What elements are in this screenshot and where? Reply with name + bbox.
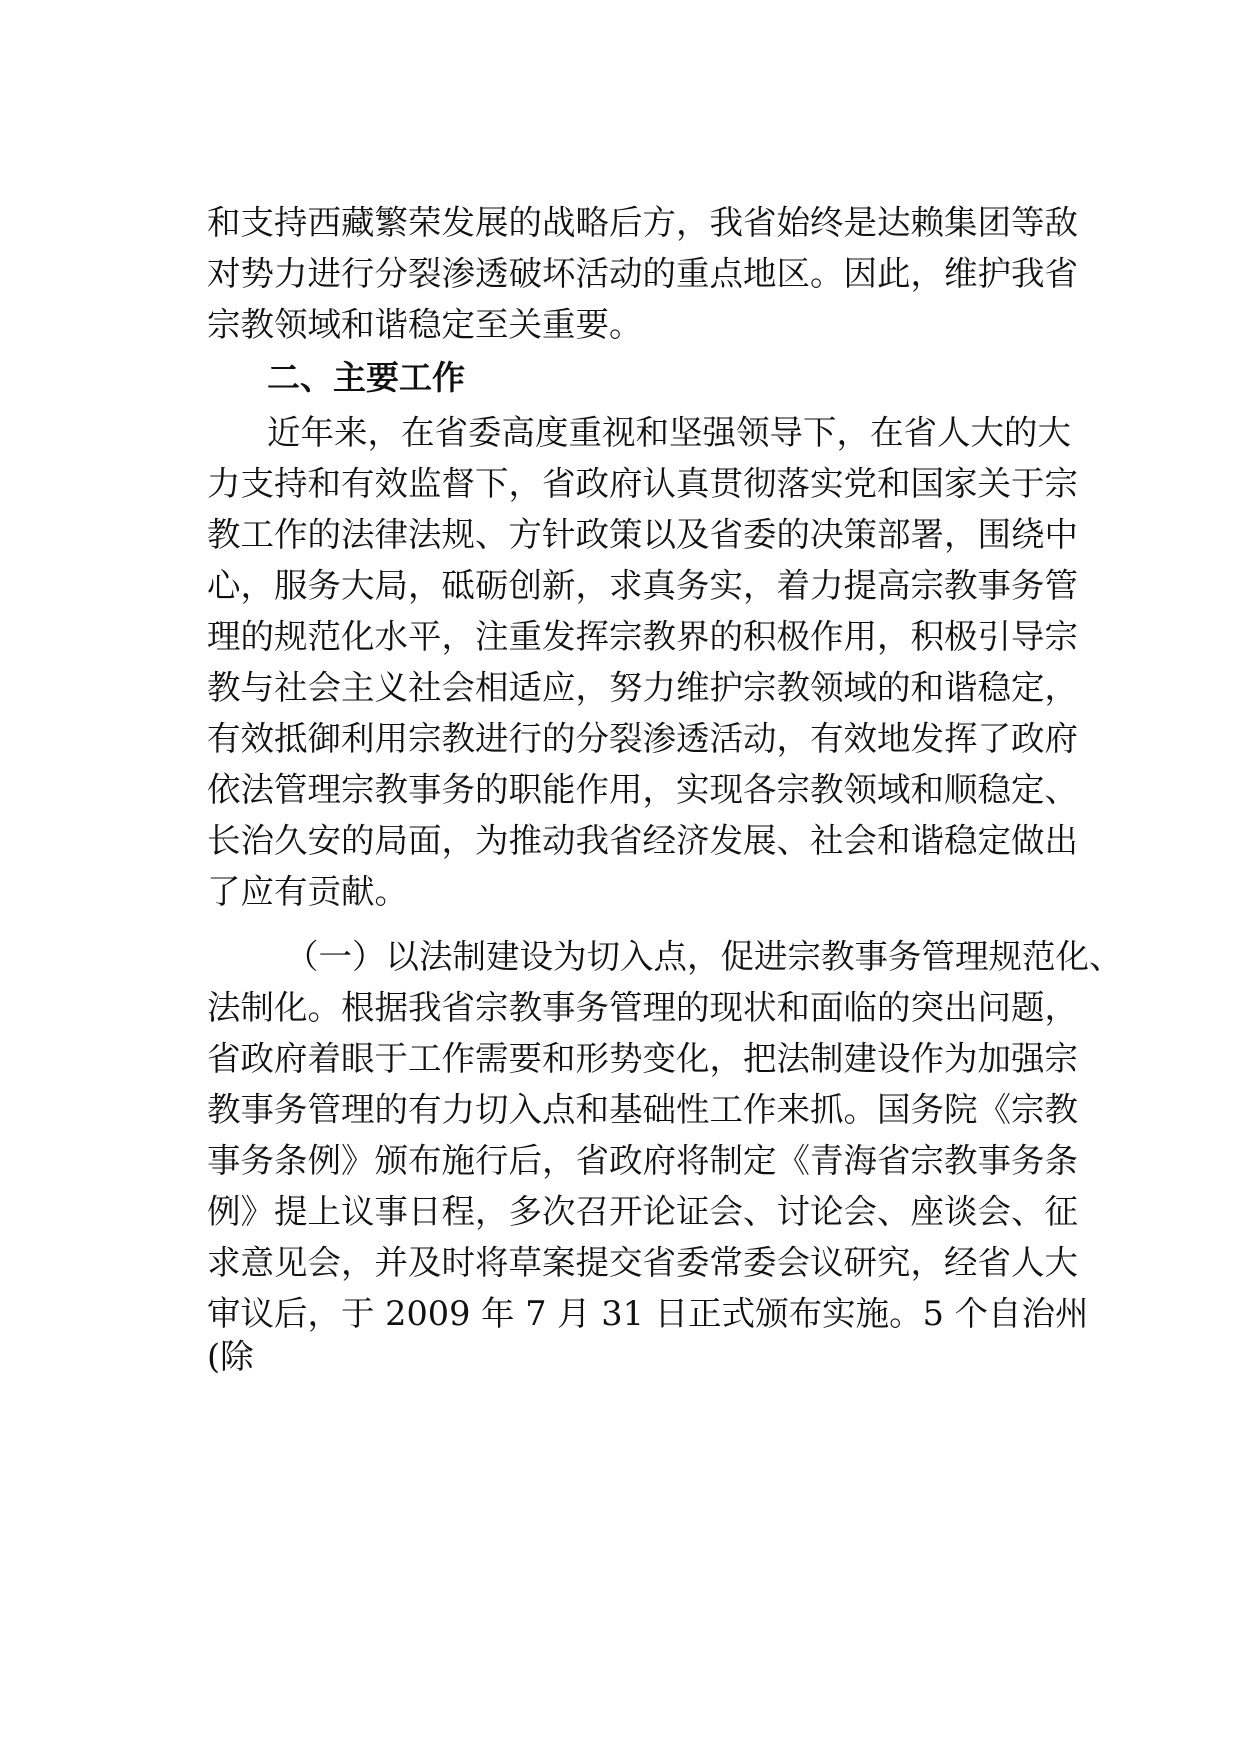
- paragraph-line: 依法管理宗教事务的职能作用，实现各宗教领域和顺稳定、: [207, 770, 1078, 809]
- paragraph-line: 近年来，在省委高度重视和坚强领导下，在省人大的大: [267, 413, 1071, 452]
- paragraph-line: 教事务管理的有力切入点和基础性工作来抓。国务院《宗教: [207, 1090, 1078, 1129]
- paragraph-line: 教与社会主义社会相适应，努力维护宗教领域的和谐稳定，: [207, 668, 1078, 707]
- paragraph-line: 心，服务大局，砥砺创新，求真务实，着力提高宗教事务管: [207, 566, 1078, 605]
- paragraph-line: 理的规范化水平，注重发挥宗教界的积极作用，积极引导宗: [207, 617, 1078, 656]
- paragraph-line: 法制化。根据我省宗教事务管理的现状和面临的突出问题，: [207, 988, 1078, 1027]
- paragraph-line: 审议后，于 2009 年 7 月 31 日正式颁布实施。5 个自治州: [207, 1294, 1089, 1333]
- paragraph-line: 和支持西藏繁荣发展的战略后方，我省始终是达赖集团等敌: [207, 203, 1078, 242]
- section-heading: 二、主要工作: [267, 358, 465, 397]
- paragraph-line: (除: [207, 1337, 254, 1376]
- paragraph-line: 例》提上议事日程，多次召开论证会、讨论会、座谈会、征: [207, 1192, 1078, 1231]
- paragraph-line: 长治久安的局面，为推动我省经济发展、社会和谐稳定做出: [207, 821, 1078, 860]
- paragraph-line: 对势力进行分裂渗透破坏活动的重点地区。因此，维护我省: [207, 254, 1078, 293]
- paragraph-line: 省政府着眼于工作需要和形势变化，把法制建设作为加强宗: [207, 1039, 1078, 1078]
- paragraph-line: 有效抵御利用宗教进行的分裂渗透活动，有效地发挥了政府: [207, 719, 1078, 758]
- paragraph-line: 求意见会，并及时将草案提交省委常委会议研究，经省人大: [207, 1243, 1078, 1282]
- paragraph-line: 宗教领域和谐稳定至关重要。: [207, 305, 643, 344]
- paragraph-line: 力支持和有效监督下，省政府认真贯彻落实党和国家关于宗: [207, 464, 1078, 503]
- paragraph-line: （一）以法制建设为切入点，促进宗教事务管理规范化、: [285, 937, 1123, 976]
- paragraph-line: 了应有贡献。: [207, 872, 408, 911]
- paragraph-line: 教工作的法律法规、方针政策以及省委的决策部署，围绕中: [207, 515, 1078, 554]
- paragraph-line: 事务条例》颁布施行后，省政府将制定《青海省宗教事务条: [207, 1141, 1078, 1180]
